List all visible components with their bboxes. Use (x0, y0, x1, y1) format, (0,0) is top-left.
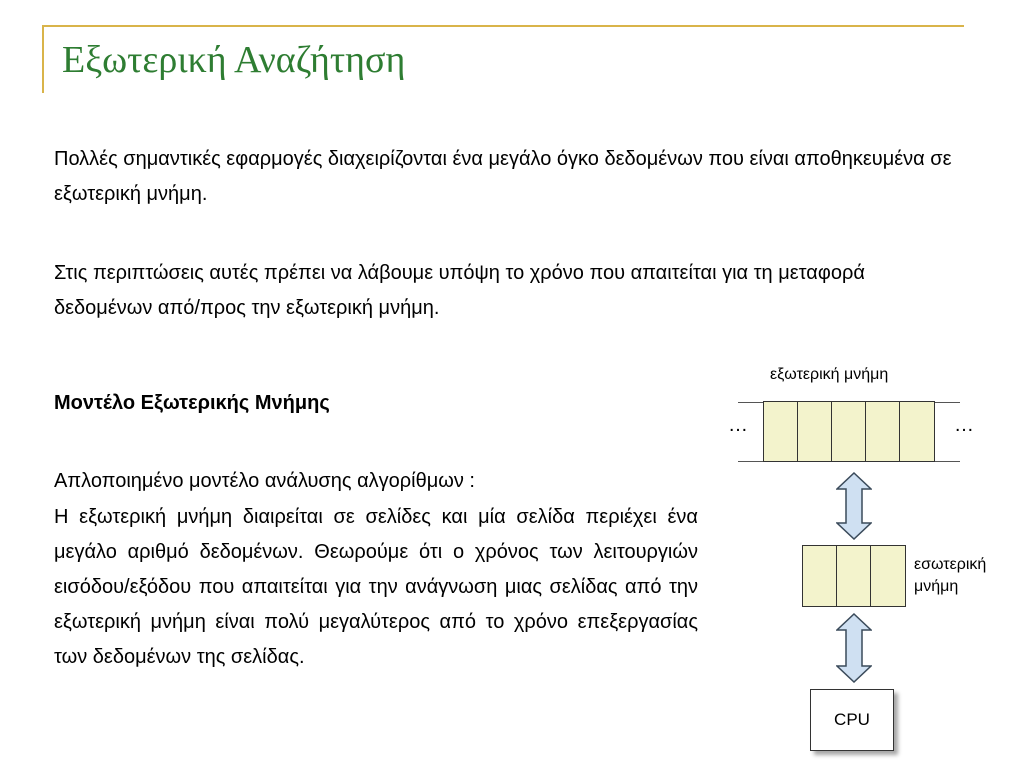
internal-memory-page (870, 545, 906, 607)
external-memory-page (797, 401, 833, 462)
paragraph-model: Απλοποιημένο μοντέλο ανάλυσης αλγορίθμων : (54, 470, 475, 492)
paragraph-intro: Πολλές σημαντικές εφαρμογές διαχειρίζονται ένα μεγάλο όγκο δεδομένων που είναι αποθηκευμένα σε εξωτερική μνήμη. (54, 148, 952, 205)
internal-memory-label-line1: εσωτερική (914, 556, 987, 573)
cpu-label: CPU (834, 710, 870, 729)
slide-title: Εξωτερική Αναζήτηση (62, 39, 406, 81)
cpu-box (810, 689, 894, 751)
internal-cpu-arrow (836, 613, 872, 683)
title-rule-left (42, 25, 44, 93)
external-memory-ellipsis-left: … (728, 414, 748, 436)
internal-memory-label (914, 554, 986, 598)
external-memory-page (763, 401, 799, 462)
internal-memory-page (836, 545, 872, 607)
internal-memory-label-line2: μνήμη (914, 578, 959, 595)
external-memory-label: εξωτερική μνήμη (770, 366, 889, 383)
external-memory-ellipsis-right: … (954, 414, 974, 436)
paragraph-model-description: Η εξωτερική μνήμη διαιρείται σε σελίδες και μία σελίδα περιέχει ένα μεγάλο αριθμό δεδομένων. Θεωρούμε ότι ο χρόνος των λειτουργιών εισόδου/εξόδου που απαιτείται για την ανάγνωση μιας σελίδας από την εξωτερική μνήμη είναι πολύ μεγαλύτερος από το χρόνο επεξεργασίας των δεδομένων της σελίδας. (54, 506, 698, 668)
paragraph-transfer-time: Στις περιπτώσεις αυτές πρέπει να λάβουμε υπόψη το χρόνο που απαιτείται για τη μεταφορά δεδομένων από/προς την εξωτερική μνήμη. (54, 262, 865, 319)
external-memory-page (899, 401, 935, 462)
external-internal-arrow (836, 472, 872, 540)
external-memory-page (831, 401, 867, 462)
title-rule-top (42, 25, 964, 27)
section-heading: Μοντέλο Εξωτερικής Μνήμης (54, 392, 330, 414)
external-memory-page (865, 401, 901, 462)
internal-memory-page (802, 545, 838, 607)
